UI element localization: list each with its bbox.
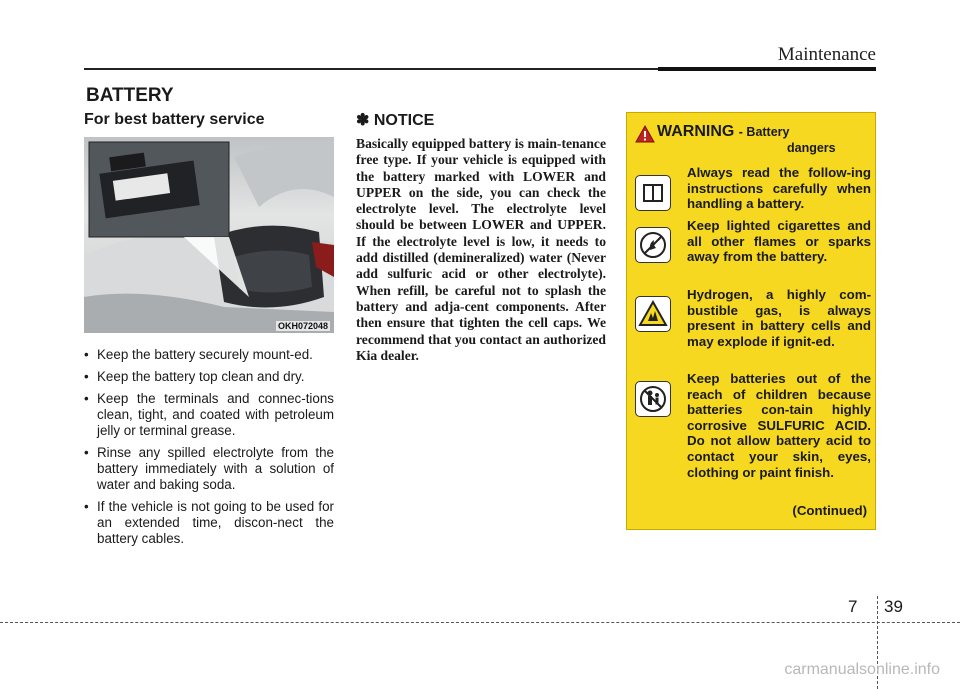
- warning-box: [626, 112, 876, 530]
- notice-column: [356, 110, 606, 364]
- warning-label: WARNING: [657, 123, 735, 140]
- watermark: carmanualsonline.info: [784, 661, 940, 678]
- warning-heading: [657, 123, 867, 155]
- section-title: BATTERY: [86, 85, 174, 106]
- no-smoking-flame-icon: [635, 227, 671, 263]
- bullet-icon: •: [84, 369, 89, 384]
- warning-triangle-icon: [635, 125, 655, 143]
- header-rule-accent: [658, 67, 876, 71]
- footer-rule: [0, 622, 960, 623]
- explosion-warning-icon: [635, 296, 671, 332]
- notice-body: Basically equipped battery is main-tenance free type. If your vehicle is equipped with the battery marked with LOWER and UPPER on the side, you can check the electrolyte level. The electrolyte level should be between LOWER and UPPER. If the electrolyte level is low, it needs to add distilled (demineralized) water (Never add sulfuric acid or other electrolyte). When refill, be careful not to splash the battery and adja-cent components. After then ensure that tighten the cell caps. We recommend that you contact an authorized Kia dealer.: [356, 136, 606, 363]
- warning-subtitle-2: dangers: [787, 141, 836, 155]
- list-item: • Keep the battery top clean and dry.: [84, 369, 305, 384]
- page-number: 39: [884, 597, 903, 616]
- warning-text: Hydrogen, a highly com-bustible gas, is always present in battery cells and may explode if ignit-ed.: [687, 287, 871, 349]
- notice-symbol-icon: ✽: [356, 112, 370, 129]
- header-section-title: Maintenance: [777, 44, 876, 65]
- manual-book-icon: [635, 175, 671, 211]
- bullet-icon: •: [84, 499, 89, 514]
- bullet-icon: •: [84, 391, 89, 406]
- warning-subtitle: - Battery: [738, 125, 790, 139]
- list-item: • Keep the terminals and connec-tions clean, tight, and coated with petroleum jelly or terminal grease.: [84, 391, 334, 438]
- photo-caption: OKH072048: [277, 321, 328, 331]
- page-chapter: 7: [848, 597, 858, 616]
- bullet-icon: •: [84, 445, 89, 460]
- list-item: • If the vehicle is not going to be used for an extended time, discon-nect the battery cables.: [84, 499, 334, 546]
- continued-label: (Continued): [792, 503, 867, 518]
- left-column: [84, 111, 334, 553]
- notice-title: [356, 110, 606, 130]
- battery-tips-list: [84, 347, 334, 547]
- battery-service-subtitle: For best battery service: [84, 111, 265, 128]
- warning-text: Always read the follow-ing instructions carefully when handling a battery.: [687, 165, 871, 212]
- list-item: • Rinse any spilled electrolyte from the battery immediately with a solution of water and baking soda.: [84, 445, 334, 492]
- warning-text: Keep lighted cigarettes and all other flames or sparks away from the battery.: [687, 218, 871, 265]
- keep-away-children-icon: [635, 381, 671, 417]
- notice-title-text: NOTICE: [373, 112, 435, 129]
- warning-text: Keep batteries out of the reach of children because batteries con-tain highly corrosive SULFURIC ACID. Do not allow battery acid to contact your skin, eyes, clothing or paint finish.: [687, 371, 871, 480]
- bullet-icon: •: [84, 347, 89, 362]
- car-trunk-illustration: [84, 137, 334, 333]
- battery-photo: [84, 137, 334, 333]
- list-item: • Keep the battery securely mount-ed.: [84, 347, 313, 362]
